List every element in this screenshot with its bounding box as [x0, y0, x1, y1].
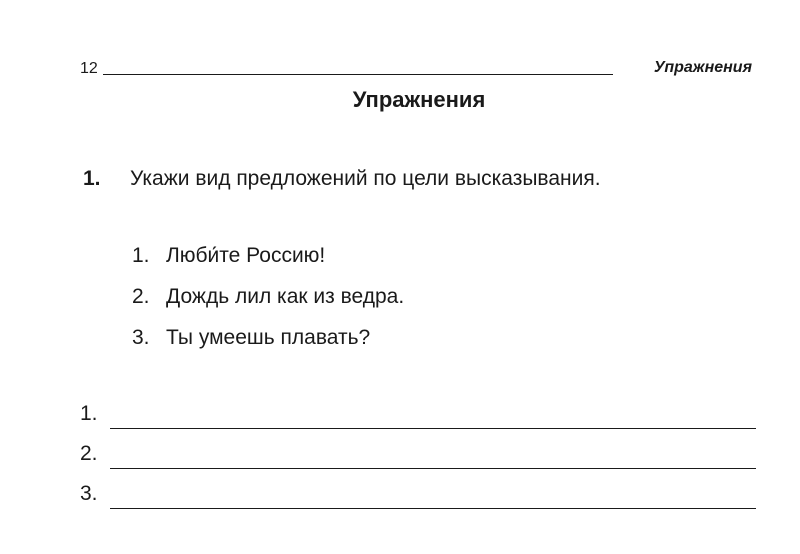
sentence-number: 1.: [132, 244, 150, 267]
sentence-number: 2.: [132, 285, 150, 308]
answer-line[interactable]: [110, 428, 756, 429]
answer-row: [80, 400, 756, 440]
sentence-list: [132, 244, 404, 367]
sentence-text: Люби́те Россию!: [166, 244, 326, 267]
answer-number: 2.: [80, 442, 98, 465]
task-number: 1.: [83, 167, 101, 190]
answer-line[interactable]: [110, 508, 756, 509]
answer-number: 3.: [80, 482, 98, 505]
answer-row: [80, 480, 756, 520]
header-rule: [103, 74, 613, 75]
page-number: 12: [80, 60, 98, 77]
running-title: Упражнения: [653, 59, 752, 76]
sentence-number: 3.: [132, 326, 150, 349]
answer-line[interactable]: [110, 468, 756, 469]
sentence-text: Дождь лил как из ведра.: [166, 285, 405, 308]
answer-row: [80, 440, 756, 480]
sentence-item: [132, 244, 404, 285]
task-instruction: Укажи вид предложений по цели высказывания.: [130, 167, 601, 190]
sentence-text: Ты умеешь плавать?: [166, 326, 371, 349]
page-title: Упражнения: [352, 87, 486, 112]
running-header: [80, 58, 752, 80]
answer-number: 1.: [80, 402, 98, 425]
sentence-item: [132, 326, 404, 367]
sentence-item: [132, 285, 404, 326]
answer-list: [80, 400, 756, 520]
